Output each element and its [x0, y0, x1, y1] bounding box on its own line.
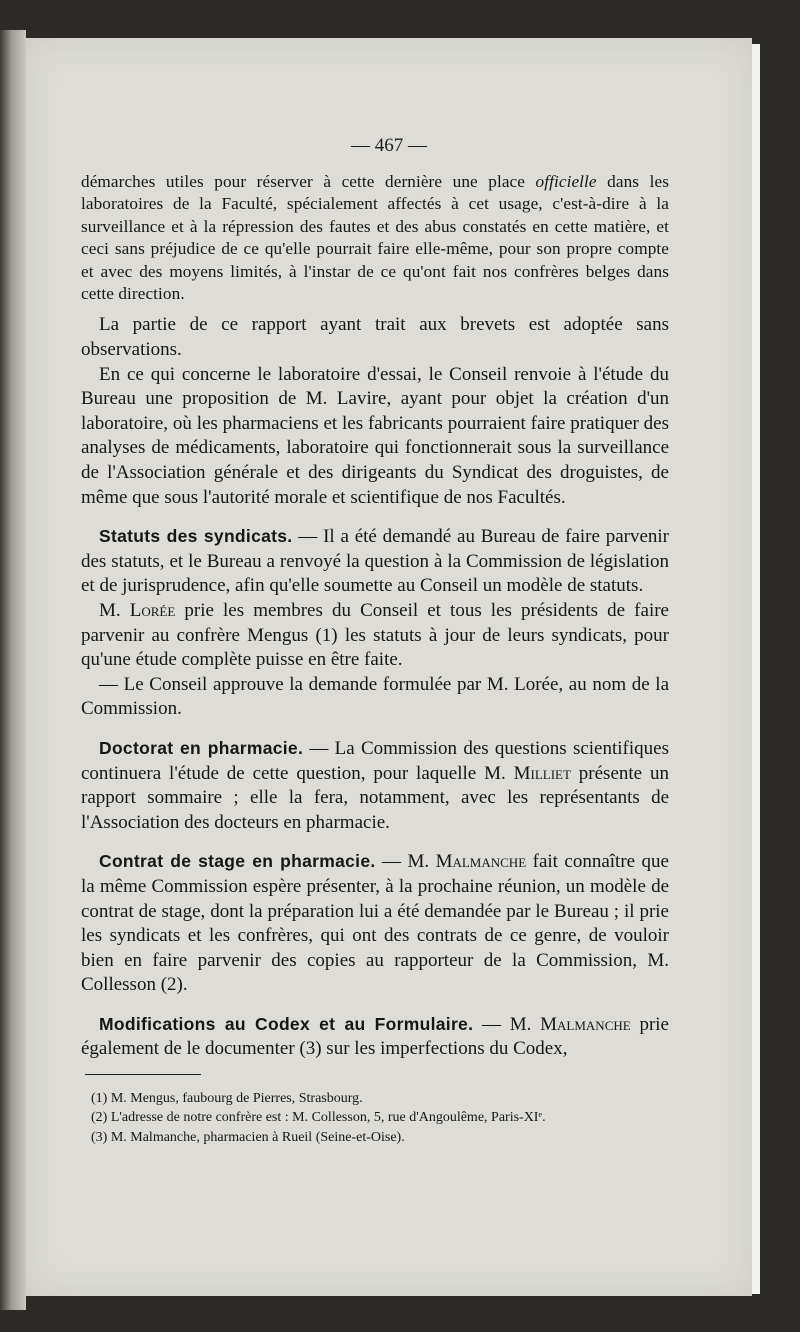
doctorat-paragraph — [81, 736, 669, 835]
footnote-2: (2) L'adresse de notre confrère est : M. Collesson, 5, rue d'Angoulême, Paris-XIᵉ. — [91, 1110, 546, 1126]
contrat-text-end: fait connaître que la même Commission espère présenter, à la prochaine réunion, un modèle de contrat de stage, dont la préparation lui a été demandée par le Bureau ; il prie les syndicats et les confrères, qui ont des contrats de ce genre, de vouloir bien en faire parvenir des copies au rapporteur de la Commission, M. Collesson (2). — [81, 851, 669, 996]
brevets-paragraph: La partie de ce rapport ayant trait aux brevets est adoptée sans observations. — [81, 314, 669, 361]
loree-text: prie les membres du Conseil et tous les présidents de faire parvenir au confrère Mengus (1) les statuts à jour de leurs syndicats, pour qu'une étude complète puisse en être faite. — [81, 599, 669, 671]
statuts-text: — Il a été demandé au Bureau de faire parvenir des statuts, et le Bureau a renvoyé la question à la Commission de législation et de jurisprudence, afin qu'elle soumette au Conseil un modèle de statuts. — [81, 526, 670, 597]
loree-paragraph — [81, 599, 669, 673]
codex-paragraph — [81, 1012, 669, 1062]
malmanche-name-codex: Malmanche — [540, 1013, 631, 1035]
page-body — [81, 171, 669, 1147]
doctorat-heading: Doctorat en pharmacie. — [99, 737, 304, 758]
contrat-text-start: — M. — [375, 851, 436, 873]
doctorat-text-start: — La Commission des questions scientifiques continuera l'étude de cette question, pour laquelle M. — [81, 737, 669, 784]
laboratoire-paragraph: En ce qui concerne le laboratoire d'essai, le Conseil renvoie à l'étude du Bureau une proposition de M. Lavire, ayant pour objet la création d'un laboratoire, où les pharmaciens et les fabricants pourraient faire pratiquer des analyses de médicaments, laboratoire qui fonctionnerait sous la surveillance de l'Association générale et des dirigeants du Syndicat des droguistes, de même que sous l'autorité morale et scientifique de nos Facultés. — [81, 363, 669, 508]
loree-name: Lorée — [129, 599, 176, 621]
doctorat-text-end: présente un rapport sommaire ; elle la fera, notamment, avec les représentants de l'Association des docteurs en pharmacie. — [81, 762, 669, 833]
codex-text-end: prie également de le documenter (3) sur les imperfections du Codex, — [81, 1013, 669, 1060]
book-left-edge — [0, 30, 26, 1310]
page-right-edge — [752, 44, 760, 1294]
intro-text-end: dans les laboratoires de la Faculté, spécialement affectés à cet usage, c'est-à-dire à la surveillance et à la répression des fautes et des abus constatés en cette matière, et ceci sans préjudice de ce qu'elle pourrait faire elle-même, pour son propre compte et avec des moyens limités, à l'instar de ce qu'ont fait nos confrères belges dans cette direction. — [81, 172, 669, 304]
conseil-approval-paragraph: — Le Conseil approuve la demande formulée par M. Lorée, au nom de la Commission. — [81, 673, 669, 720]
codex-text-start: — M. — [473, 1013, 541, 1035]
footnote-rule — [85, 1074, 201, 1075]
statuts-paragraph — [81, 524, 669, 599]
footnote-3: (3) M. Malmanche, pharmacien à Rueil (Seine-et-Oise). — [91, 1129, 405, 1145]
page — [26, 38, 752, 1296]
page-number: — 467 — — [351, 135, 427, 156]
loree-pre: M. — [99, 599, 130, 621]
malmanche-name: Malmanche — [435, 851, 527, 873]
footnote-1: (1) M. Mengus, faubourg de Pierres, Strasbourg. — [91, 1091, 363, 1107]
contrat-heading: Contrat de stage en pharmacie. — [99, 851, 376, 872]
intro-text-start: démarches utiles pour réserver à cette dernière une place — [81, 172, 536, 191]
intro-emphasis: officielle — [535, 172, 597, 191]
intro-paragraph — [81, 171, 669, 305]
codex-heading: Modifications au Codex et au Formulaire. — [99, 1013, 474, 1034]
milliet-name: Milliet — [513, 762, 571, 784]
statuts-heading: Statuts des syndicats. — [99, 526, 293, 547]
contrat-paragraph — [81, 849, 669, 998]
